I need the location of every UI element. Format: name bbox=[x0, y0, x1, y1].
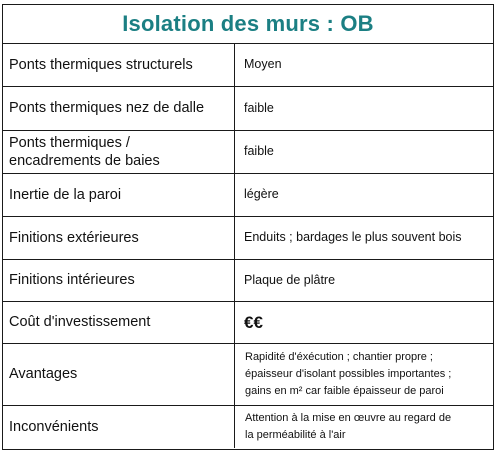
row-label: Finitions extérieures bbox=[3, 216, 235, 259]
table-row bbox=[3, 343, 493, 405]
table-row bbox=[3, 259, 493, 301]
row-value: Attention à la mise en œuvre au regard de la perméabilité à l'air bbox=[235, 405, 494, 448]
row-label: Coût d'investissement bbox=[3, 301, 235, 343]
properties-table bbox=[3, 44, 493, 448]
row-label: Avantages bbox=[3, 343, 235, 405]
table-row bbox=[3, 405, 493, 448]
row-value: €€ bbox=[235, 301, 494, 343]
row-label: Finitions intérieures bbox=[3, 259, 235, 301]
table-row bbox=[3, 44, 493, 86]
table-row bbox=[3, 86, 493, 130]
row-label: Ponts thermiques structurels bbox=[3, 44, 235, 86]
row-value: Enduits ; bardages le plus souvent bois bbox=[235, 216, 494, 259]
sheet-title: Isolation des murs : OB bbox=[3, 5, 493, 44]
comparison-sheet bbox=[2, 4, 494, 450]
table-row bbox=[3, 216, 493, 259]
table-row bbox=[3, 130, 493, 173]
row-value: Moyen bbox=[244, 57, 282, 72]
row-value: Plaque de plâtre bbox=[235, 259, 494, 301]
row-label: Ponts thermiques / encadrements de baies bbox=[3, 130, 235, 173]
table-row bbox=[3, 301, 493, 343]
row-value: légère bbox=[235, 173, 494, 216]
row-label: Ponts thermiques nez de dalle bbox=[3, 86, 235, 130]
row-value: Rapidité d'éxécution ; chantier propre ; épaisseur d'isolant possibles importantes ; gains en m² car faible épaisseur de paroi bbox=[235, 343, 494, 405]
row-value: faible bbox=[235, 86, 494, 130]
row-label: Inertie de la paroi bbox=[3, 173, 235, 216]
table-row bbox=[3, 173, 493, 216]
row-label: Inconvénients bbox=[3, 405, 235, 448]
row-value: faible bbox=[235, 130, 494, 173]
